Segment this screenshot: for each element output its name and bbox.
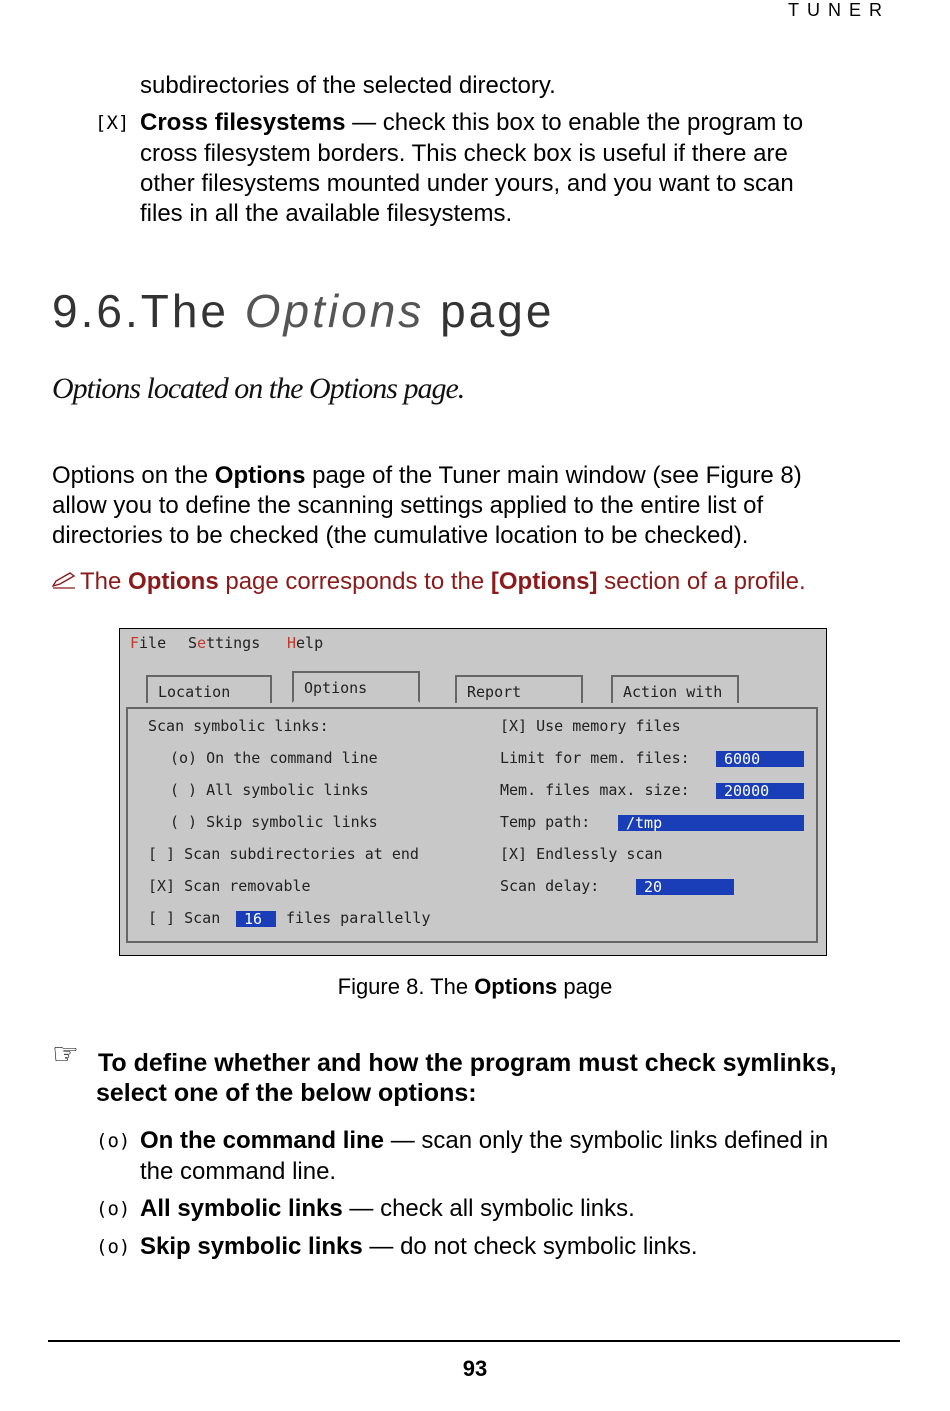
caption-text: page (557, 974, 613, 999)
scan-delay-label: Scan delay: (500, 877, 600, 895)
parallel-files-label: files parallelly (286, 909, 431, 927)
list-item-desc: — scan only the symbolic links defined in (384, 1127, 829, 1154)
cross-filesystems-label: Cross filesystems (140, 109, 346, 136)
radio-on-command-line[interactable]: (o) On the command line (170, 749, 378, 767)
list-item-desc: the command line. (140, 1158, 337, 1185)
list-item-desc: — do not check symbolic links. (362, 1233, 698, 1260)
list-item-label: On the command line (140, 1127, 385, 1154)
cross-filesystems-item (140, 108, 803, 138)
scan-symbolic-label: Scan symbolic links: (148, 717, 329, 735)
checkbox-use-memory-files[interactable]: [X] Use memory files (500, 717, 681, 735)
list-item (140, 1232, 698, 1262)
para-text: Options on the (52, 462, 215, 489)
radio-skip-symbolic-links[interactable]: ( ) Skip symbolic links (170, 813, 378, 831)
section-title-post: page (424, 285, 555, 337)
section-title-em: Options (244, 285, 425, 337)
section-heading (52, 284, 554, 338)
figure-caption (0, 974, 950, 1000)
section-number: 9.6. (52, 285, 141, 337)
cross-desc-line: files in all the available filesystems. (140, 200, 513, 227)
list-item-desc: — check all symbolic links. (342, 1195, 635, 1222)
paragraph-line: directories to be checked (the cumulative location to be checked). (52, 522, 749, 549)
footer-rule (48, 1340, 900, 1342)
limit-mem-files-label: Limit for mem. files: (500, 749, 690, 767)
radio-mark: (o) (96, 1130, 131, 1152)
radio-mark: (o) (96, 1236, 131, 1258)
task-line: To define whether and how the program must check symlinks, (98, 1049, 837, 1077)
checkbox-scan-removable[interactable]: [X] Scan removable (148, 877, 311, 895)
note-text: The (80, 568, 129, 595)
checkbox-scan-subdirectories[interactable]: [ ] Scan subdirectories at end (148, 845, 419, 863)
options-panel (126, 707, 818, 943)
temp-path-input[interactable]: /tmp (618, 815, 804, 831)
task-line: select one of the below options: (96, 1079, 477, 1107)
note-bold: [Options] (490, 568, 598, 595)
temp-path-label: Temp path: (500, 813, 591, 831)
para-text: page of the Tuner main window (see Figure 8) (305, 462, 802, 489)
checkbox-endlessly-scan[interactable]: [X] Endlessly scan (500, 845, 663, 863)
pencil-note-icon (52, 567, 80, 597)
running-header: TUNER (788, 0, 890, 20)
caption-text: Figure 8. The (337, 974, 475, 999)
tab-options[interactable]: Options (292, 671, 420, 703)
checkbox-scan-parallel[interactable]: [ ] Scan (148, 909, 221, 927)
checkbox-mark: [X] (95, 112, 130, 134)
mem-max-size-label: Mem. files max. size: (500, 781, 690, 799)
caption-bold: Options (474, 974, 558, 999)
intro-line: subdirectories of the selected directory. (140, 72, 556, 99)
tab-action-with[interactable]: Action with (611, 675, 739, 703)
note-bold: Options (128, 568, 219, 595)
cross-filesystems-desc: — check this box to enable the program to (345, 109, 804, 136)
menu-settings[interactable]: Settings (188, 634, 261, 652)
scan-delay-input[interactable]: 20 (636, 879, 734, 895)
para-bold: Options (214, 462, 306, 489)
radio-all-symbolic-links[interactable]: ( ) All symbolic links (170, 781, 369, 799)
section-title-pre: The (140, 285, 245, 337)
radio-mark: (o) (96, 1198, 131, 1220)
page-number: 93 (462, 1356, 488, 1381)
note-text: page corresponds to the (218, 568, 491, 595)
list-item (140, 1194, 635, 1224)
note-text: section of a profile. (597, 568, 806, 595)
tab-report[interactable]: Report (455, 675, 583, 703)
section-subtitle: Options located on the Options page. (52, 372, 465, 405)
menu-help[interactable]: Help (287, 634, 324, 652)
note (52, 567, 806, 597)
list-item (140, 1126, 828, 1156)
mem-max-size-input[interactable]: 20000 (716, 783, 804, 799)
cross-desc-line: other filesystems mounted under yours, and you want to scan (140, 170, 794, 197)
parallel-files-input[interactable]: 16 (236, 911, 276, 927)
menu-file[interactable]: File (130, 634, 167, 652)
paragraph-line: allow you to define the scanning settings applied to the entire list of (52, 492, 764, 519)
paragraph-line (52, 461, 802, 491)
list-item-label: Skip symbolic links (140, 1233, 363, 1260)
tab-location[interactable]: Location (146, 675, 272, 703)
cross-desc-line: cross filesystem borders. This check box is useful if there are (140, 140, 788, 167)
limit-mem-files-input[interactable]: 6000 (716, 751, 804, 767)
pointing-hand-icon: ☞ (52, 1038, 79, 1071)
list-item-label: All symbolic links (140, 1195, 343, 1222)
options-page-screenshot (119, 628, 827, 956)
